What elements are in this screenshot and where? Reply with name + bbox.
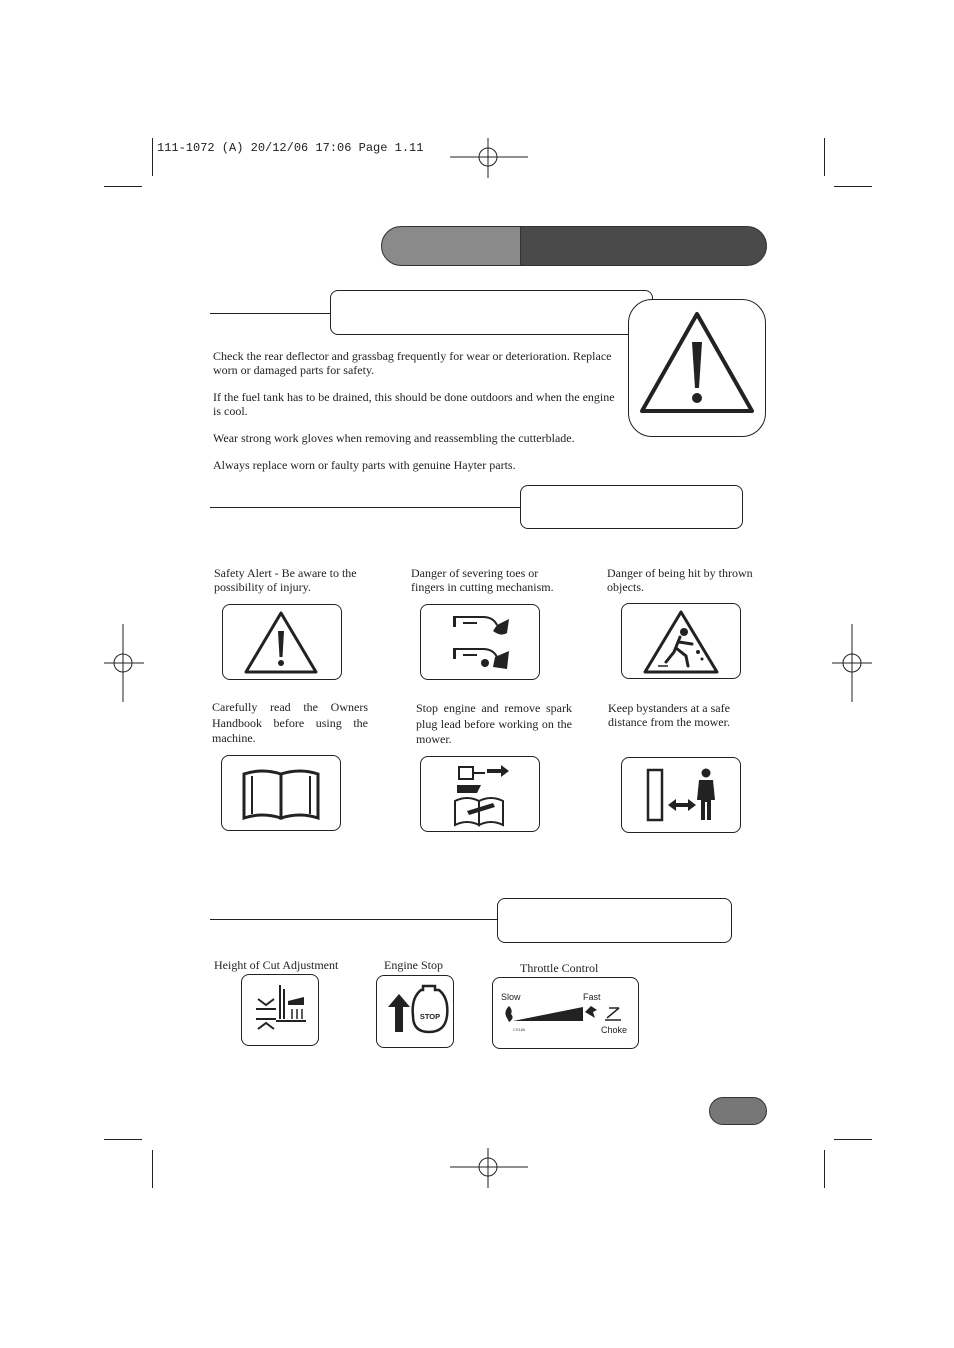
crop-mark [824, 138, 825, 176]
tortoise-icon [505, 1006, 512, 1022]
crop-mark [152, 1150, 153, 1188]
engine-stop-icon [377, 976, 453, 1047]
crop-mark [824, 1150, 825, 1188]
control-box [492, 977, 639, 1049]
section-rule [210, 919, 498, 920]
part-code: CS186 [513, 1027, 526, 1032]
header-tab-left [381, 226, 530, 266]
registration-mark-icon [450, 138, 528, 178]
symbol-box [222, 604, 342, 680]
hare-icon [585, 1006, 597, 1018]
warning-sign-panel [628, 299, 766, 437]
control-caption: Throttle Control [520, 961, 599, 975]
section-heading-box [497, 898, 732, 943]
stop-label: STOP [419, 1012, 441, 1021]
warning-triangle-icon [629, 300, 765, 436]
section-heading-box [520, 485, 743, 529]
symbol-caption: Danger of being hit by thrown objects. [607, 566, 753, 594]
control-caption: Height of Cut Adjustment [214, 958, 339, 972]
registration-mark-icon [832, 624, 872, 702]
print-slug: 111-1072 (A) 20/12/06 17:06 Page 1.11 [157, 141, 424, 155]
paragraph: If the fuel tank has to be drained, this should be done outdoors and when the engine is cool. [213, 390, 615, 418]
symbol-caption: Carefully read the Owners Handbook before using the machine. [212, 700, 368, 745]
control-box [376, 975, 454, 1048]
symbol-caption: Keep bystanders at a safe distance from the mower. [608, 701, 730, 729]
header-tab-right [520, 226, 767, 266]
crop-mark [834, 1139, 872, 1140]
height-of-cut-icon [242, 975, 318, 1045]
symbol-box [621, 757, 741, 833]
symbol-box [621, 603, 741, 679]
bystander-distance-icon [622, 758, 740, 832]
symbol-box [420, 756, 540, 832]
choke-label: Choke [601, 1025, 628, 1035]
section-heading-box [330, 290, 653, 335]
symbol-box [420, 604, 540, 680]
paragraph: Always replace worn or faulty parts with genuine Hayter parts. [213, 458, 516, 472]
slow-label: Slow [501, 992, 521, 1002]
symbol-box [221, 755, 341, 831]
paragraph: Wear strong work gloves when removing and reassembling the cutterblade. [213, 431, 575, 445]
section-rule [210, 507, 521, 508]
registration-mark-icon [450, 1148, 528, 1188]
spark-plug-manual-icon [421, 757, 539, 831]
throttle-icon [493, 978, 638, 1048]
symbol-caption: Safety Alert - Be aware to the possibility of injury. [214, 566, 357, 594]
control-caption: Engine Stop [384, 958, 443, 972]
fast-label: Fast [583, 992, 601, 1002]
crop-mark [834, 186, 872, 187]
open-book-icon [222, 756, 340, 830]
section-rule [210, 313, 331, 314]
paragraph: Check the rear deflector and grassbag frequently for wear or deterioration. Replace worn or damaged parts for safety. [213, 349, 612, 377]
crop-mark [104, 186, 142, 187]
warning-triangle-icon [223, 605, 341, 679]
crop-mark [104, 1139, 142, 1140]
page-number-tab [709, 1097, 767, 1125]
symbol-caption: Danger of severing toes or fingers in cutting mechanism. [411, 566, 554, 594]
blade-hazard-icon [421, 605, 539, 679]
control-box [241, 974, 319, 1046]
registration-mark-icon [104, 624, 144, 702]
symbol-caption: Stop engine and remove spark plug lead before working on the mower. [416, 701, 572, 746]
thrown-objects-icon [622, 604, 740, 678]
crop-mark [152, 138, 153, 176]
